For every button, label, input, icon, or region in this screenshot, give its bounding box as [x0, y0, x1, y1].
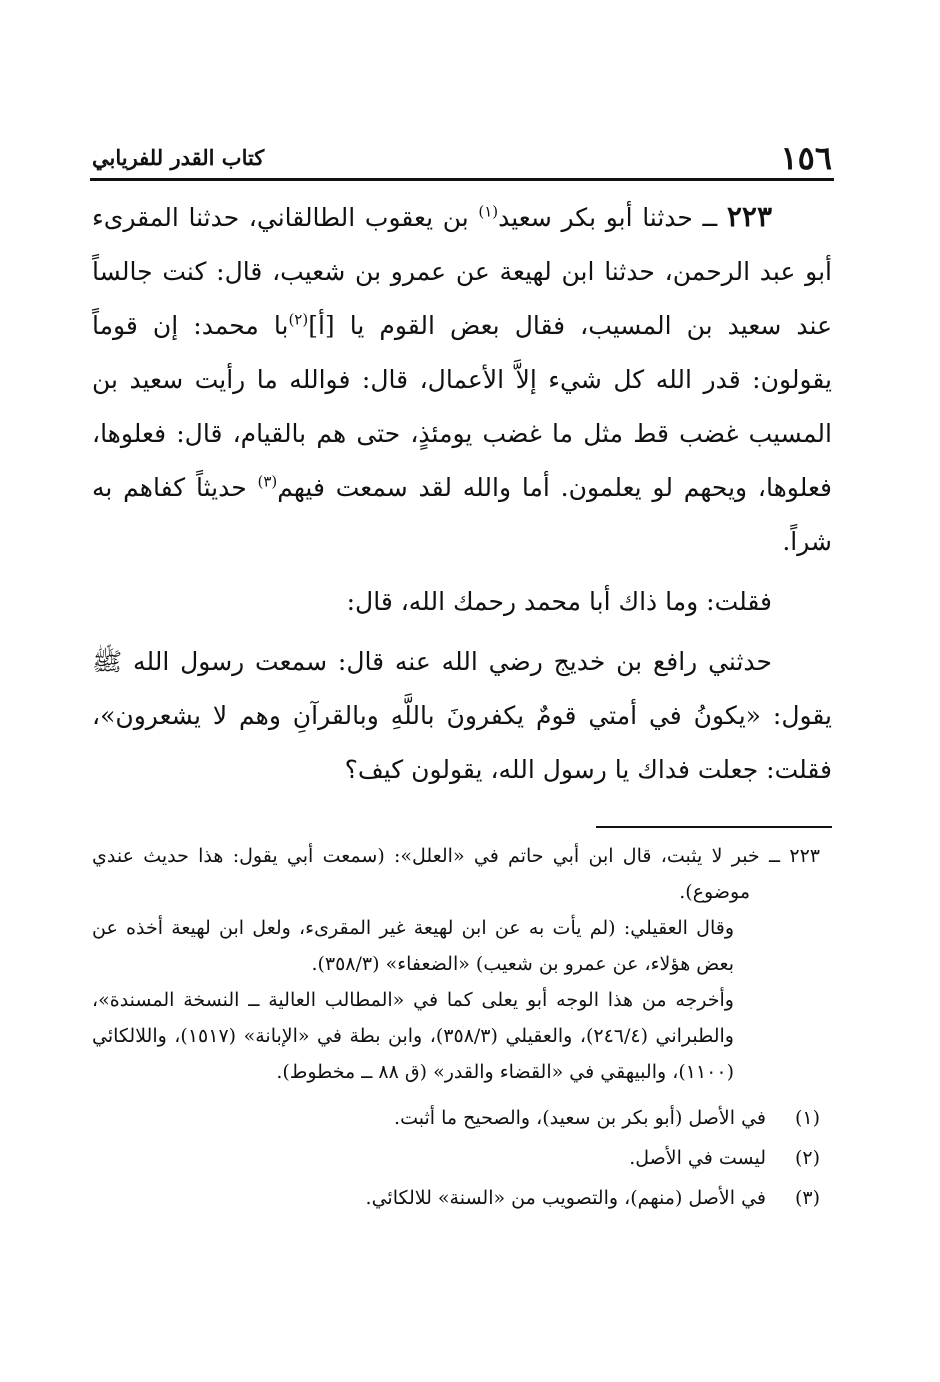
- footnote-marker: (٢): [794, 1147, 820, 1169]
- footnote-text: ليست في الأصل.: [629, 1147, 766, 1169]
- hadith-text-part: ــ حدثنا أبو بكر سعيد: [498, 203, 727, 232]
- footnote-rule: [596, 826, 832, 828]
- footnote-aqili-note: وقال العقيلي: (لم يأت به عن ابن لهيعة غير المقرىء، ولعل ابن لهيعة أخذه عن بعض هؤلاء، عن عمرو بن شعيب) «الضعفاء» (٣٥٨/٣).: [92, 917, 734, 975]
- footnotes: [92, 838, 820, 1218]
- question-paragraph: فقلت: وما ذاك أبا محمد رحمك الله، قال:: [346, 587, 772, 616]
- footnote-item: [92, 1178, 820, 1218]
- footnote-text: في الأصل (منهم)، والتصويب من «السنة» للالكائي.: [365, 1187, 766, 1209]
- footnote-hadith-note: ٢٢٣ ــ خبر لا يثبت، قال ابن أبي حاتم في «العلل»: (سمعت أبي يقول: هذا حديث عندي موضوع).: [92, 845, 820, 903]
- footnote-ref-2: (٢): [288, 310, 309, 329]
- footnote-ref-3: (٣): [257, 472, 278, 491]
- book-title: كتاب القدر للفريابي: [92, 145, 265, 170]
- hadith-number: ٢٢٣: [726, 200, 772, 233]
- narration-paragraph: حدثني رافع بن خديج رضي الله عنه قال: سمعت رسول الله ﷺ يقول: «يكونُ في أمتي قومٌ يكفرونَ باللَّهِ وبالقرآنِ وهم لا يشعرون»، فقلت: جعلت فداك يا رسول الله، يقولون كيف؟: [92, 647, 832, 784]
- running-head: [92, 138, 832, 178]
- hadith-paragraph: [92, 190, 832, 569]
- footnote-ref-1: (١): [478, 202, 499, 221]
- page-number: ١٥٦: [780, 139, 832, 177]
- hadith-text-part: بن يعقوب الطالقاني، حدثنا المقرىء أبو عبد الرحمن، حدثنا ابن لهيعة عن عمرو بن شعيب، قال: كنت جالساً عند سعيد بن المسيب، فقال بعض القوم يا [أ]: [92, 203, 832, 340]
- footnote-list: [92, 1098, 820, 1218]
- footnote-item: [92, 1138, 820, 1178]
- hadith-text-part: با محمد: إن قوماً يقولون: قدر الله كل شيء إلاَّ الأعمال، قال: فوالله ما رأيت سعيد بن المسيب غضب قط مثل ما غضب يومئذٍ، حتى هم بالقيام، قال: فعلوها، فعلوها، ويحهم لو يعلمون. أما والله لقد سمعت فيهم: [92, 311, 832, 502]
- hadith-text-part: حديثاً كفاهم به شراً.: [92, 473, 832, 556]
- footnote-marker: (١): [794, 1107, 820, 1129]
- header-rule: [90, 178, 834, 181]
- footnote-marker: (٣): [794, 1187, 820, 1209]
- footnote-item: [92, 1098, 820, 1138]
- main-text: [92, 190, 832, 797]
- footnote-takhrij-note: وأخرجه من هذا الوجه أبو يعلى كما في «المطالب العالية ــ النسخة المسندة»، والطبراني (٢٤٦/٤)، والعقيلي (٣٥٨/٣)، وابن بطة في «الإبانة» (١٥١٧)، واللالكائي (١١٠٠)، والبيهقي في «القضاء والقدر» (ق ٨٨ ــ مخطوط).: [92, 989, 734, 1083]
- footnote-text: في الأصل (أبو بكر بن سعيد)، والصحيح ما أثبت.: [394, 1107, 766, 1129]
